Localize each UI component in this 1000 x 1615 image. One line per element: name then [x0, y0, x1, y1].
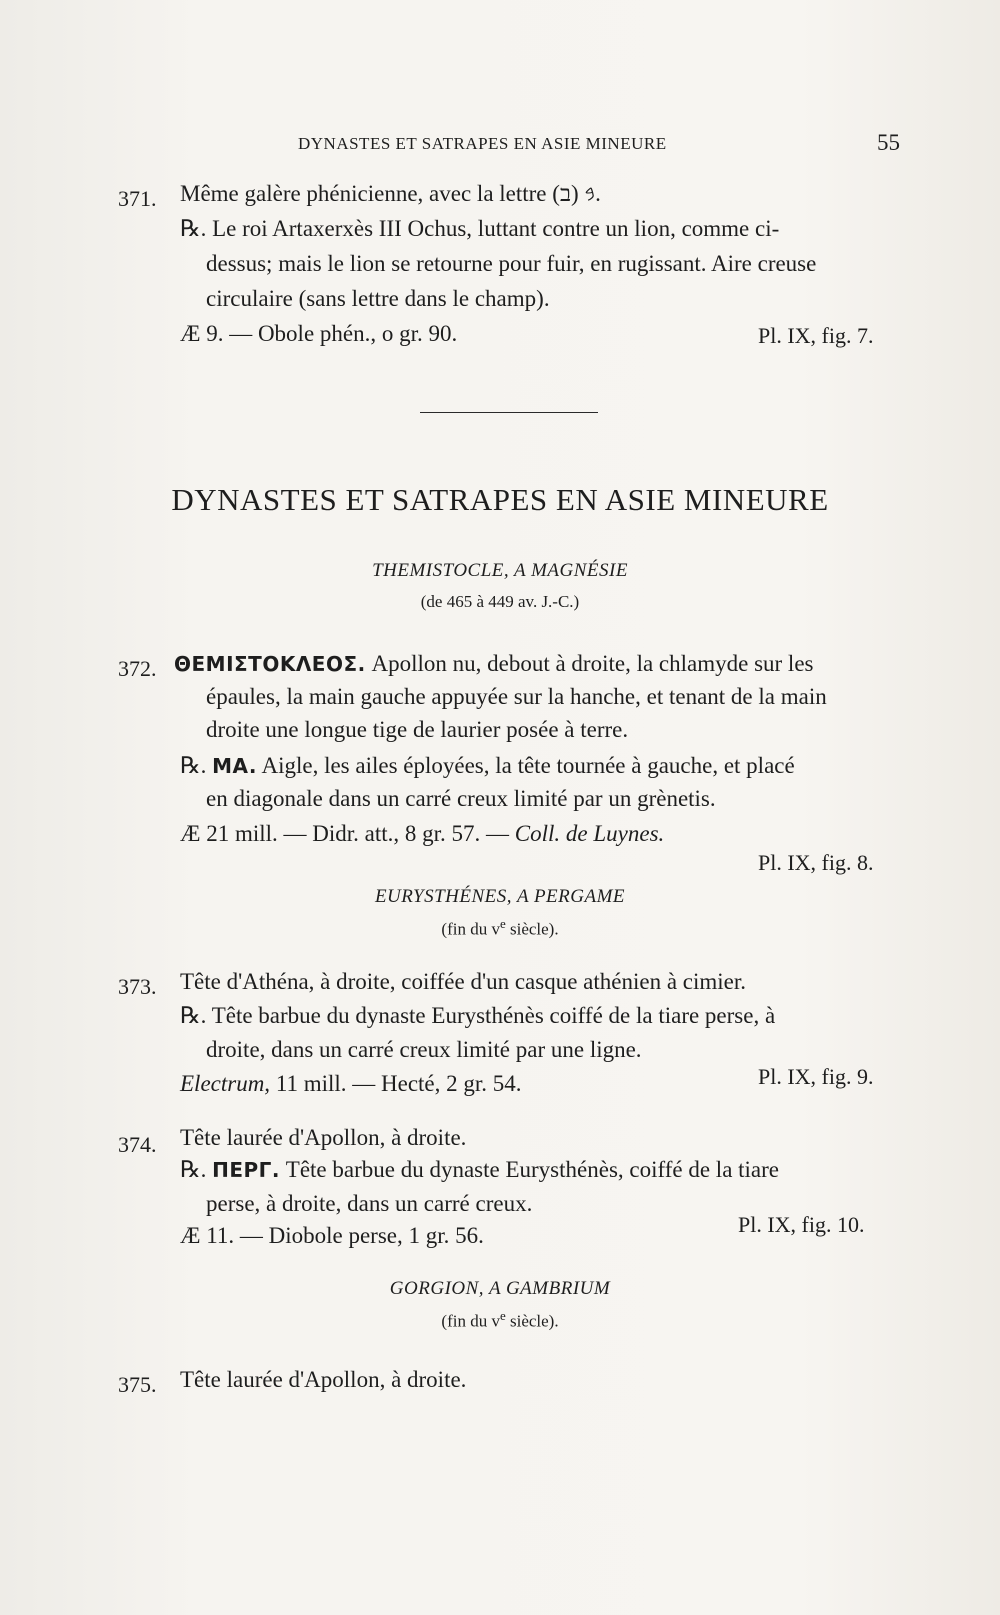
plate-reference: Pl. IX, fig. 8. [758, 850, 874, 875]
entry-line: circulaire (sans lettre dans le champ). [206, 286, 550, 311]
subsection-date: (fin du $v^e$ siècle). [441, 916, 559, 939]
entry-line: Æ 21 mill. — Didr. att., 8 gr. 57. — Coll. de Luynes. [180, 821, 665, 846]
plate-reference: Pl. IX, fig. 10. [738, 1212, 865, 1237]
entry-line: dessus; mais le lion se retourne pour fuir, en rugissant. Aire creuse [206, 251, 817, 276]
subsection-title: THEMISTOCLE, A MAGNÉSIE [372, 560, 628, 581]
entry-line: ℞. Tête barbue du dynaste Eurysthénès coiffé de la tiare perse, à [180, 1003, 776, 1028]
subsection-title: GORGION, A GAMBRIUM [389, 1278, 611, 1299]
page-number: 55 [877, 130, 900, 155]
entry-line: Même galère phénicienne, avec la lettre 𐤁 (ב). [180, 181, 601, 206]
entry-line: ℞. ΠΕΡΓ. Tête barbue du dynaste Eurysthénès, coiffé de la tiare [180, 1157, 780, 1182]
collection-name: Coll. de Luynes. [514, 821, 665, 846]
entry-number: 371. [118, 186, 157, 211]
entry-line: droite une longue tige de laurier posée à terre. [206, 717, 629, 742]
entry-number: 373. [118, 974, 157, 999]
subsection-title: EURYSTHÉNES, A PERGAME [374, 886, 626, 907]
entry-line: Tête d'Athéna, à droite, coiffée d'un casque athénien à cimier. [180, 969, 747, 994]
subsection-date: (de 465 à 449 av. J.-C.) [420, 592, 580, 611]
entry-line: Æ 9. — Obole phén., o gr. 90. [180, 321, 458, 346]
running-head [180, 130, 900, 160]
entry-line: Æ 11. — Diobole perse, 1 gr. 56. [180, 1223, 484, 1248]
entry-number: 374. [118, 1132, 157, 1157]
entry-line: en diagonale dans un carré creux limité par un grènetis. [206, 786, 716, 811]
plate-reference: Pl. IX, fig. 9. [758, 1064, 874, 1089]
running-title: DYNASTES ET SATRAPES EN ASIE MINEURE [298, 134, 667, 153]
plate-reference: Pl. IX, fig. 7. [758, 323, 874, 348]
entry-line: Tête laurée d'Apollon, à droite. [180, 1367, 467, 1392]
entry-line: ℞. MA. Aigle, les ailes éployées, la tête tournée à gauche, et placé [180, 753, 795, 778]
greek-legend: MA. [212, 754, 257, 778]
entry-line: ΘΕΜΙΣΤΟΚΛΕΟΣ. Apollon nu, debout à droite, la chlamyde sur les [174, 651, 814, 676]
entry-line: épaules, la main gauche appuyée sur la hanche, et tenant de la main [206, 684, 827, 709]
entry-line: droite, dans un carré creux limité par une ligne. [206, 1037, 642, 1062]
entry-number: 375. [118, 1372, 157, 1397]
entry-number: 372. [118, 656, 157, 681]
entry-line: Electrum, 11 mill. — Hecté, 2 gr. 54. [180, 1071, 522, 1096]
section-divider [420, 412, 598, 413]
entry-line: ℞. Le roi Artaxerxès III Ochus, luttant contre un lion, comme ci- [180, 216, 780, 241]
greek-legend: ΘΕΜΙΣΤΟΚΛΕΟΣ. [174, 652, 366, 676]
entry-line: perse, à droite, dans un carré creux. [206, 1191, 533, 1216]
greek-legend: ΠΕΡΓ. [212, 1158, 281, 1182]
entry-line: Tête laurée d'Apollon, à droite. [180, 1125, 467, 1150]
subsection-date: (fin du $v^e$ siècle). [441, 1308, 559, 1331]
section-title: DYNASTES ET SATRAPES EN ASIE MINEURE [171, 482, 829, 517]
